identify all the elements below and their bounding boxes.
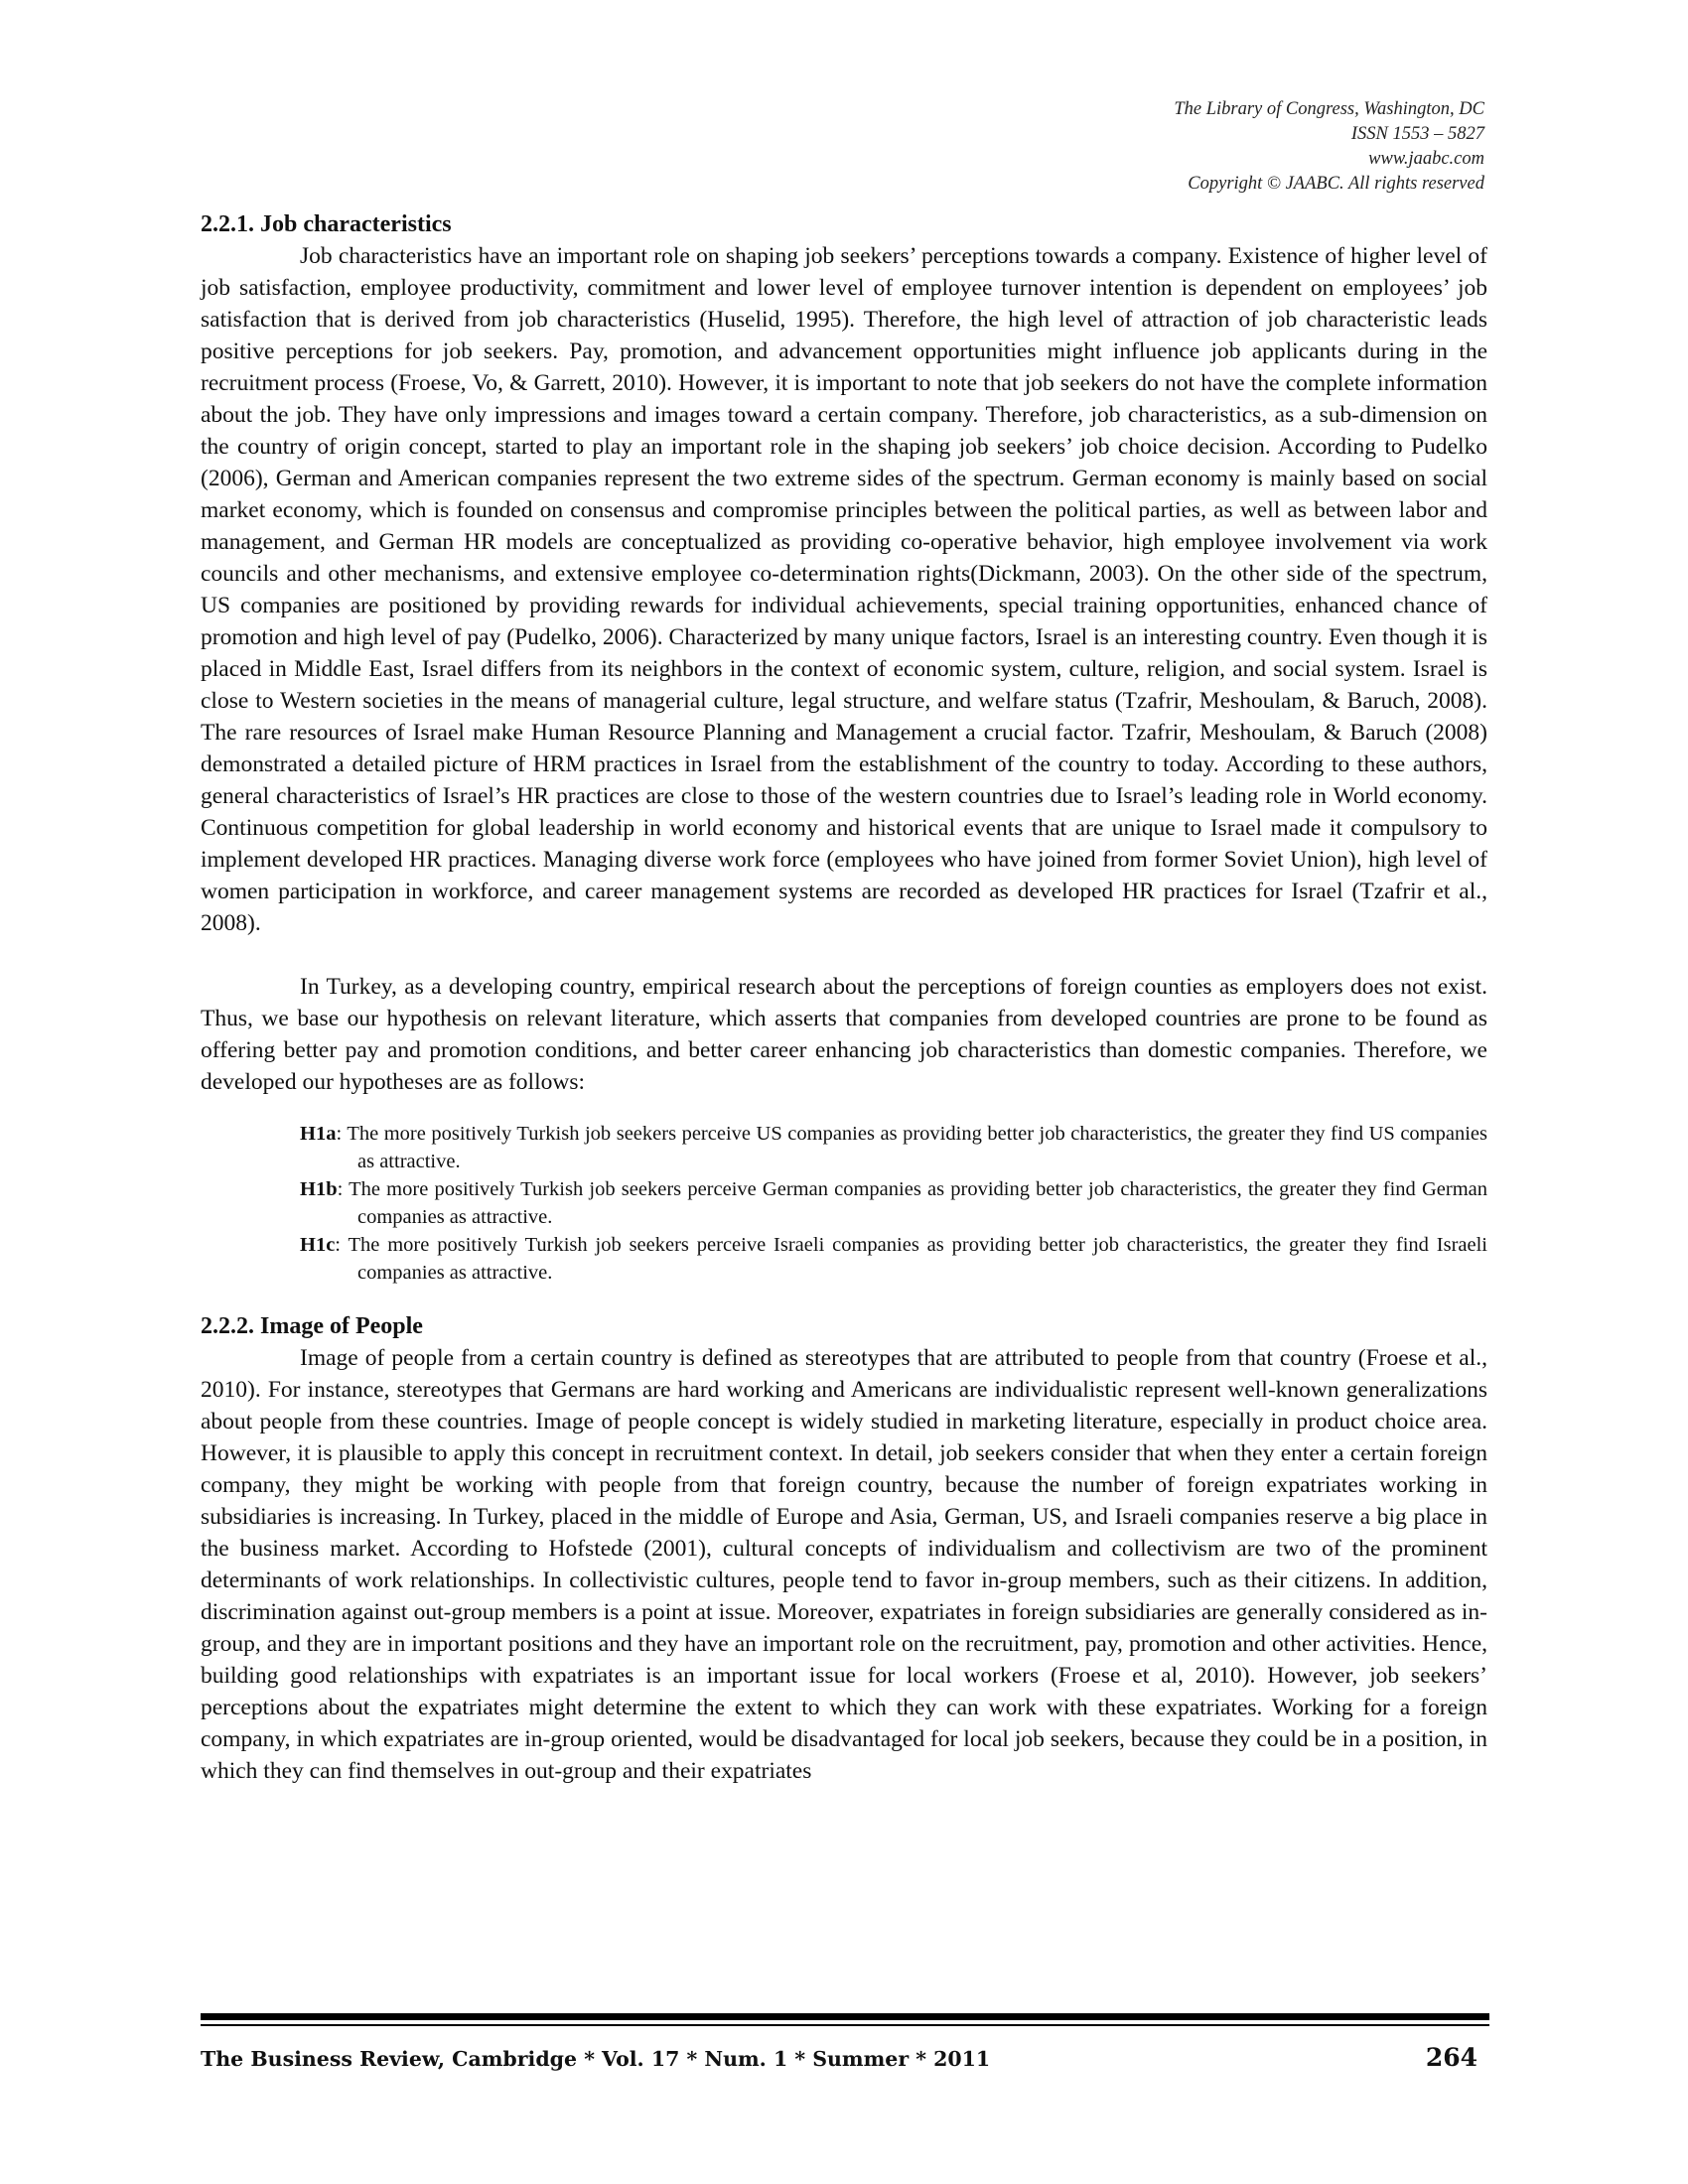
header-copyright-line: Copyright © JAABC. All rights reserved bbox=[1188, 174, 1484, 194]
running-footer bbox=[201, 2043, 1489, 2072]
header-issn-line: ISSN 1553 – 5827 bbox=[1350, 124, 1484, 144]
footer-divider-thin bbox=[201, 2024, 1489, 2026]
body-paragraph: Job characteristics have an important role on shaping job seekers’ perceptions towards a company. Existence of higher level of job satisfaction, employee productivity, commitment and lower level of employee turnover intention is dependent on employees’ job satisfaction that is derived from job characteristics (Huselid, 1995). Therefore, the high level of attraction of job characteristic leads positive perceptions for job seekers. Pay, promotion, and advancement opportunities might influence job applicants during in the recruitment process (Froese, Vo, & Garrett, 2010). However, it is important to note that job seekers do not have the complete information about the job. They have only impressions and images toward a certain company. Therefore, job characteristics, as a sub-dimension on the country of origin concept, started to play an important role in the shaping job seekers’ job choice decision. According to Pudelko (2006), German and American companies represent the two extreme sides of the spectrum. German economy is mainly based on social market economy, which is founded on consensus and compromise principles between the political parties, as well as between labor and management, and German HR models are conceptualized as providing co-operative behavior, high employee involvement via work councils and other mechanisms, and extensive employee co-determination rights(Dickmann, 2003). On the other side of the spectrum, US companies are positioned by providing rewards for individual achievements, special training opportunities, enhanced chance of promotion and high level of pay (Pudelko, 2006). Characterized by many unique factors, Israel is an interesting country. Even though it is placed in Middle East, Israel differs from its neighbors in the context of economic system, culture, religion, and social system. Israel is close to Western societies in the means of managerial culture, legal structure, and welfare status (Tzafrir, Meshoulam, & Baruch, 2008). The rare resources of Israel make Human Resource Planning and Management a crucial factor. Tzafrir, Meshoulam, & Baruch (2008) demonstrated a detailed picture of HRM practices in Israel from the establishment of the country to today. According to these authors, general characteristics of Israel’s HR practices are close to those of the western countries due to Israel’s leading role in World economy. Continuous competition for global leadership in world economy and historical events that are unique to Israel made it compulsory to implement developed HR practices. Managing diverse work force (employees who have joined from former Soviet Union), high level of women participation in workforce, and career management systems are recorded as developed HR practices for Israel (Tzafrir et al., 2008). bbox=[201, 243, 1487, 936]
body-paragraph: Image of people from a certain country is defined as stereotypes that are attributed to people from that country (Froese et al., 2010). For instance, stereotypes that Germans are hard working and Americans are individualistic represent well-known generalizations about people from these countries. Image of people concept is widely studied in marketing literature, especially in product choice area. However, it is plausible to apply this concept in recruitment context. In detail, job seekers consider that when they enter a certain foreign company, they might be working with people from that foreign country, because the number of foreign expatriates working in subsidiaries is increasing. In Turkey, placed in the middle of Europe and Asia, German, US, and Israeli companies reserve a big place in the business market. According to Hofstede (2001), cultural concepts of individualism and collectivism are two of the prominent determinants of work relationships. In collectivistic cultures, people tend to favor in-group members, such as their citizens. In addition, discrimination against out-group members is a point at issue. Moreover, expatriates in foreign subsidiaries are generally considered as in-group, and they are in important positions and they have an important role on the recruitment, pay, promotion and other activities. Hence, building good relationships with expatriates is an important issue for local workers (Froese et al, 2010). However, job seekers’ perceptions about the expatriates might determine the extent to which they can work with these expatriates. Working for a foreign company, in which expatriates are in-group oriented, would be disadvantaged for local job seekers, because they could be in a position, in which they can find themselves in out-group and their expatriates bbox=[201, 1345, 1487, 1784]
section-heading-job-characteristics: 2.2.1. Job characteristics bbox=[201, 211, 452, 237]
body-paragraph: In Turkey, as a developing country, empirical research about the perceptions of foreign counties as employers does not exist. Thus, we base our hypothesis on relevant literature, which asserts that companies from developed countries are prone to be found as offering better pay and promotion conditions, and better career enhancing job characteristics than domestic companies. Therefore, we developed our hypotheses are as follows: bbox=[201, 974, 1487, 1095]
hypothesis-label: H1a bbox=[300, 1123, 337, 1145]
page-body bbox=[201, 208, 1487, 1787]
hypotheses-list bbox=[300, 1120, 1487, 1287]
hypothesis-text: : The more positively Turkish job seekers perceive Israeli companies as providing better job characteristics, the greater they find Israeli companies as attractive. bbox=[335, 1234, 1487, 1284]
hypothesis-item bbox=[300, 1120, 1487, 1175]
header-website-line: www.jaabc.com bbox=[1368, 149, 1484, 169]
hypothesis-item bbox=[300, 1175, 1487, 1231]
section-heading-image-of-people: 2.2.2. Image of People bbox=[201, 1313, 423, 1339]
running-header bbox=[889, 97, 1484, 197]
hypothesis-item bbox=[300, 1231, 1487, 1287]
hypothesis-text: : The more positively Turkish job seekers perceive German companies as providing better job characteristics, the greater they find German companies as attractive. bbox=[337, 1178, 1487, 1228]
hypothesis-label: H1c bbox=[300, 1234, 336, 1256]
footer-divider bbox=[201, 2013, 1489, 2020]
hypothesis-text: : The more positively Turkish job seekers perceive US companies as providing better job characteristics, the greater they find US companies as attractive. bbox=[336, 1123, 1487, 1172]
hypothesis-label: H1b bbox=[300, 1178, 338, 1200]
page-number: 264 bbox=[1425, 2043, 1477, 2072]
footer-journal-info: The Business Review, Cambridge * Vol. 17 * Num. 1 * Summer * 2011 bbox=[201, 2047, 991, 2071]
header-library-line: The Library of Congress, Washington, DC bbox=[1174, 99, 1484, 119]
